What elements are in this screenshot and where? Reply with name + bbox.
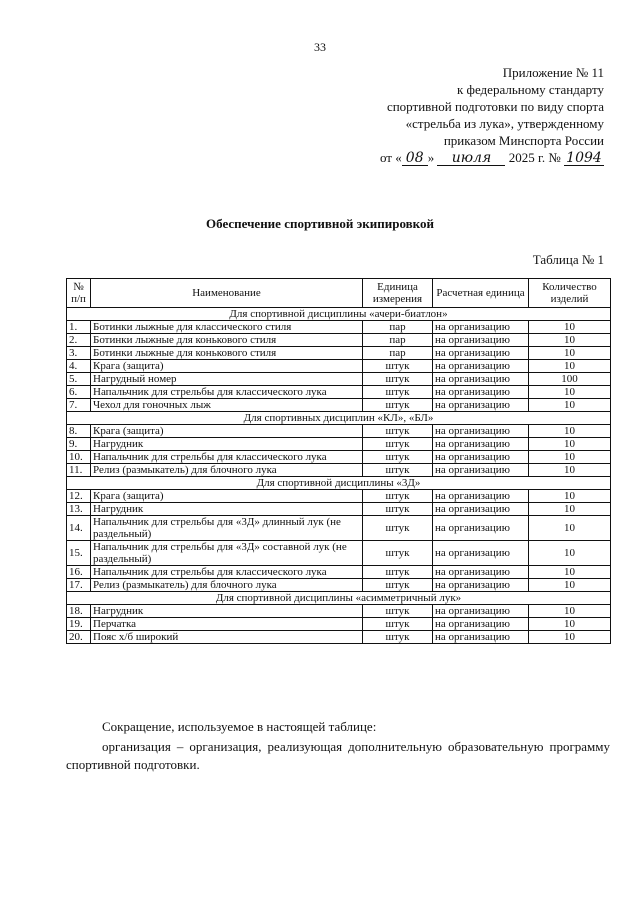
section-title: Для спортивных дисциплин «КЛ», «БЛ» — [67, 412, 611, 425]
cell-num: 10. — [67, 451, 91, 464]
cell-num: 1. — [67, 321, 91, 334]
cell-unit: штук — [363, 451, 433, 464]
cell-calc: на организацию — [433, 373, 529, 386]
cell-unit: штук — [363, 425, 433, 438]
cell-calc: на организацию — [433, 464, 529, 477]
cell-unit: штук — [363, 503, 433, 516]
cell-unit: пар — [363, 321, 433, 334]
cell-name: Перчатка — [91, 618, 363, 631]
cell-unit: штук — [363, 516, 433, 541]
cell-num: 8. — [67, 425, 91, 438]
cell-name: Нагрудный номер — [91, 373, 363, 386]
cell-unit: штук — [363, 618, 433, 631]
cell-name: Напальчник для стрельбы для «3Д» составной лук (не раздельный) — [91, 541, 363, 566]
header-num: № п/п — [67, 279, 91, 308]
cell-unit: пар — [363, 334, 433, 347]
footnote-intro: Сокращение, используемое в настоящей таблице: — [102, 719, 377, 734]
cell-num: 6. — [67, 386, 91, 399]
cell-unit: штук — [363, 464, 433, 477]
cell-name: Чехол для гоночных лыж — [91, 399, 363, 412]
cell-qty: 10 — [529, 451, 611, 464]
cell-qty: 10 — [529, 566, 611, 579]
cell-num: 2. — [67, 334, 91, 347]
cell-name: Нагрудник — [91, 605, 363, 618]
cell-num: 17. — [67, 579, 91, 592]
cell-qty: 10 — [529, 347, 611, 360]
cell-calc: на организацию — [433, 334, 529, 347]
cell-unit: штук — [363, 541, 433, 566]
section-title: Для спортивной дисциплины «асимметричный лук» — [67, 592, 611, 605]
appendix-line-4: «стрельба из лука», утвержденному — [405, 116, 604, 131]
header-calc: Расчетная единица — [433, 279, 529, 308]
cell-name: Релиз (размыкатель) для блочного лука — [91, 579, 363, 592]
cell-unit: штук — [363, 438, 433, 451]
section-title: Для спортивной дисциплины «ачери-биатлон» — [67, 308, 611, 321]
footnote-definition: организация – организация, реализующая дополнительную образовательную программу спортивной подготовки. — [66, 739, 610, 772]
cell-num: 11. — [67, 464, 91, 477]
cell-unit: штук — [363, 631, 433, 644]
table-row — [67, 618, 611, 631]
table-row — [67, 438, 611, 451]
cell-qty: 10 — [529, 399, 611, 412]
cell-name: Напальчник для стрельбы для классического лука — [91, 566, 363, 579]
order-date-line — [304, 149, 604, 166]
cell-name: Крага (защита) — [91, 425, 363, 438]
date-month-handwritten: июля — [437, 151, 505, 166]
cell-num: 12. — [67, 490, 91, 503]
table-row — [67, 605, 611, 618]
cell-num: 3. — [67, 347, 91, 360]
table-row — [67, 490, 611, 503]
cell-qty: 10 — [529, 360, 611, 373]
table-body — [67, 308, 611, 644]
cell-num: 20. — [67, 631, 91, 644]
document-title: Обеспечение спортивной экипировкой — [206, 216, 434, 231]
cell-name: Напальчник для стрельбы для «3Д» длинный лук (не раздельный) — [91, 516, 363, 541]
cell-qty: 100 — [529, 373, 611, 386]
cell-qty: 10 — [529, 386, 611, 399]
table-label: Таблица № 1 — [532, 252, 604, 267]
footnote — [66, 718, 610, 774]
cell-name: Напальчник для стрельбы для классического лука — [91, 386, 363, 399]
table-row — [67, 566, 611, 579]
date-year: 2025 г. № — [508, 150, 561, 165]
cell-calc: на организацию — [433, 618, 529, 631]
appendix-line-1: Приложение № 11 — [502, 65, 604, 80]
cell-calc: на организацию — [433, 386, 529, 399]
cell-num: 19. — [67, 618, 91, 631]
cell-name: Крага (защита) — [91, 490, 363, 503]
appendix-line-5: приказом Минспорта России — [443, 133, 604, 148]
date-prefix: от « — [379, 150, 402, 165]
section-title: Для спортивной дисциплины «3Д» — [67, 477, 611, 490]
cell-name: Напальчник для стрельбы для классического лука — [91, 451, 363, 464]
table-row — [67, 373, 611, 386]
cell-name: Пояс х/б широкий — [91, 631, 363, 644]
appendix-line-2: к федеральному стандарту — [456, 82, 604, 97]
cell-name: Ботинки лыжные для конькового стиля — [91, 347, 363, 360]
cell-qty: 10 — [529, 438, 611, 451]
cell-calc: на организацию — [433, 503, 529, 516]
cell-calc: на организацию — [433, 490, 529, 503]
cell-num: 15. — [67, 541, 91, 566]
cell-name: Нагрудник — [91, 438, 363, 451]
table-row — [67, 464, 611, 477]
cell-calc: на организацию — [433, 347, 529, 360]
cell-unit: штук — [363, 566, 433, 579]
header-unit: Единица измерения — [363, 279, 433, 308]
cell-qty: 10 — [529, 334, 611, 347]
cell-calc: на организацию — [433, 321, 529, 334]
table-row — [67, 321, 611, 334]
cell-qty: 10 — [529, 579, 611, 592]
cell-num: 9. — [67, 438, 91, 451]
table-row — [67, 399, 611, 412]
cell-calc: на организацию — [433, 360, 529, 373]
cell-num: 4. — [67, 360, 91, 373]
table-row — [67, 516, 611, 541]
cell-qty: 10 — [529, 321, 611, 334]
cell-qty: 10 — [529, 516, 611, 541]
table-header-row — [67, 279, 611, 308]
cell-qty: 10 — [529, 605, 611, 618]
cell-name: Ботинки лыжные для конькового стиля — [91, 334, 363, 347]
cell-num: 5. — [67, 373, 91, 386]
cell-qty: 10 — [529, 490, 611, 503]
cell-calc: на организацию — [433, 399, 529, 412]
table-row — [67, 334, 611, 347]
section-header-row — [67, 592, 611, 605]
cell-unit: пар — [363, 347, 433, 360]
cell-num: 16. — [67, 566, 91, 579]
equipment-table — [66, 278, 611, 644]
cell-name: Ботинки лыжные для классического стиля — [91, 321, 363, 334]
table-row — [67, 386, 611, 399]
table-row — [67, 425, 611, 438]
cell-qty: 10 — [529, 464, 611, 477]
table-row — [67, 360, 611, 373]
appendix-line-3: спортивной подготовки по виду спорта — [386, 99, 604, 114]
header-name: Наименование — [91, 279, 363, 308]
section-header-row — [67, 477, 611, 490]
table-row — [67, 347, 611, 360]
table-row — [67, 451, 611, 464]
cell-qty: 10 — [529, 425, 611, 438]
date-day-handwritten: 08 — [402, 151, 428, 166]
cell-unit: штук — [363, 579, 433, 592]
cell-unit: штук — [363, 386, 433, 399]
appendix-header — [304, 64, 604, 166]
cell-unit: штук — [363, 360, 433, 373]
date-mid: » — [427, 150, 435, 165]
cell-num: 14. — [67, 516, 91, 541]
section-header-row — [67, 308, 611, 321]
cell-unit: штук — [363, 373, 433, 386]
cell-unit: штук — [363, 605, 433, 618]
cell-calc: на организацию — [433, 451, 529, 464]
cell-num: 18. — [67, 605, 91, 618]
cell-name: Релиз (размыкатель) для блочного лука — [91, 464, 363, 477]
cell-unit: штук — [363, 490, 433, 503]
cell-calc: на организацию — [433, 631, 529, 644]
cell-name: Нагрудник — [91, 503, 363, 516]
cell-calc: на организацию — [433, 579, 529, 592]
cell-calc: на организацию — [433, 605, 529, 618]
cell-calc: на организацию — [433, 425, 529, 438]
header-qty: Количество изделий — [529, 279, 611, 308]
cell-qty: 10 — [529, 618, 611, 631]
table-row — [67, 503, 611, 516]
cell-num: 7. — [67, 399, 91, 412]
table-row — [67, 541, 611, 566]
table-row — [67, 579, 611, 592]
cell-calc: на организацию — [433, 516, 529, 541]
page-number: 33 — [314, 40, 326, 54]
section-header-row — [67, 412, 611, 425]
cell-unit: штук — [363, 399, 433, 412]
cell-qty: 10 — [529, 503, 611, 516]
cell-qty: 10 — [529, 631, 611, 644]
cell-qty: 10 — [529, 541, 611, 566]
cell-calc: на организацию — [433, 541, 529, 566]
cell-calc: на организацию — [433, 566, 529, 579]
cell-name: Крага (защита) — [91, 360, 363, 373]
cell-num: 13. — [67, 503, 91, 516]
order-number-handwritten: 1094 — [564, 151, 604, 166]
table-row — [67, 631, 611, 644]
cell-calc: на организацию — [433, 438, 529, 451]
